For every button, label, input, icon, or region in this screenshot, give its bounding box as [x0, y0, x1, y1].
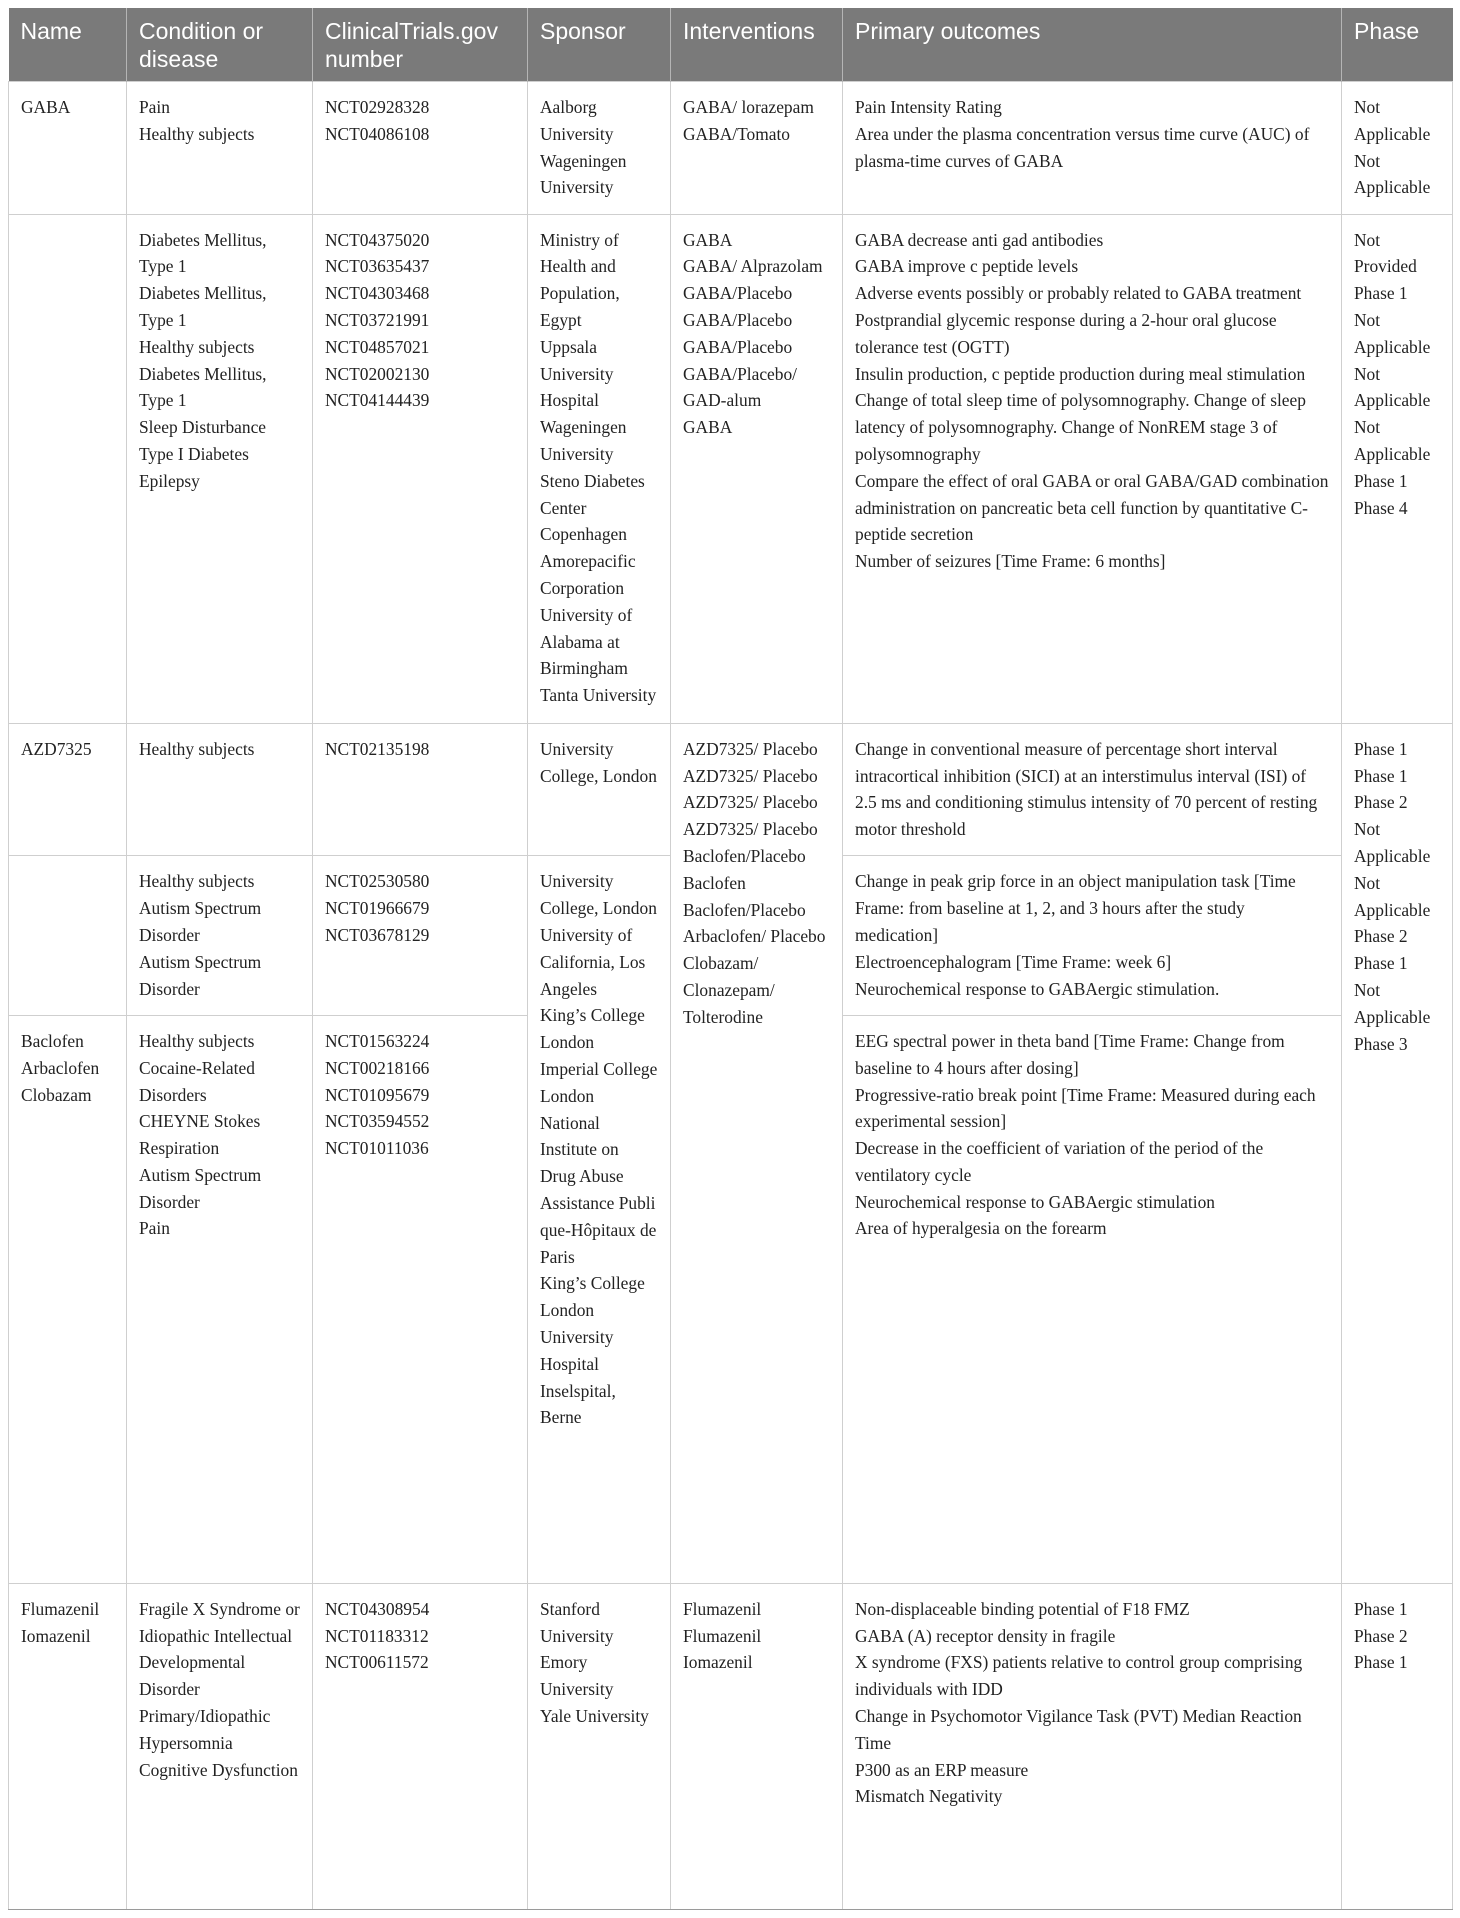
- cell-line: Postprandial glycemic response during a 2-hour oral glucose tolerance test (OGTT): [855, 310, 1277, 357]
- interventions-cell: [671, 82, 843, 215]
- cell-line: Pain: [139, 1218, 170, 1239]
- cell-line: Pain Intensity Rating: [855, 97, 1002, 117]
- cell-line: University College, London: [540, 738, 657, 786]
- sponsor-cell: [528, 856, 671, 1583]
- name-cell: [9, 214, 127, 723]
- sponsor-cell: [528, 1583, 671, 1909]
- cell-line: Healthy subjects: [139, 1030, 255, 1051]
- cell-line: Imperial College London: [540, 1058, 658, 1106]
- cell-line: Not Applicable: [1354, 97, 1431, 144]
- cell-line: Phase 1: [1354, 738, 1408, 759]
- cell-line: Phase 1: [1354, 283, 1408, 304]
- condition-cell: [127, 856, 313, 1016]
- cell-line: Arbaclofen/ Placebo: [683, 926, 826, 947]
- outcomes-cell: [843, 214, 1342, 723]
- cell-line: NCT04144439: [325, 390, 430, 411]
- cell-line: Not Applicable: [1354, 417, 1431, 465]
- cell-line: NCT01563224: [325, 1030, 430, 1051]
- cell-line: NCT03678129: [325, 924, 430, 945]
- cell-line: GABA: [683, 229, 733, 250]
- interventions-cell: [671, 1583, 843, 1909]
- cell-line: GABA/ lorazepam: [683, 97, 814, 117]
- cell-line: Not Applicable: [1354, 363, 1431, 411]
- number-cell: [313, 82, 528, 215]
- cell-line: NCT02530580: [325, 871, 430, 892]
- table-row: [9, 82, 1453, 215]
- cell-line: Change of total sleep time of polysomnography. Change of sleep latency of polysomnography. Change of NonREM stage 3 of polysomnography: [855, 390, 1306, 465]
- cell-line: University Hospital Inselspital, Berne: [540, 1326, 616, 1428]
- table-row: [9, 723, 1453, 856]
- cell-line: GABA/Placebo/ GAD-alum: [683, 363, 797, 411]
- outcomes-cell: [843, 1015, 1342, 1583]
- cell-line: Neurochemical response to GABAergic stimulation.: [855, 978, 1220, 999]
- number-cell: [313, 214, 528, 723]
- cell-line: Non-displaceable binding potential of F18 FMZ: [855, 1598, 1190, 1619]
- cell-line: Baclofen/Placebo: [683, 845, 806, 866]
- cell-line: NCT01966679: [325, 898, 430, 919]
- phase-cell: [1342, 214, 1453, 723]
- cell-line: Change in Psychomotor Vigilance Task (PVT) Median Reaction Time: [855, 1706, 1302, 1753]
- phase-cell: [1342, 723, 1453, 1583]
- name-cell: [9, 82, 127, 215]
- header-phase: Phase: [1342, 8, 1453, 82]
- cell-line: Ministry of Health and Population, Egypt: [540, 229, 620, 331]
- condition-cell: [127, 1015, 313, 1583]
- cell-line: Not Applicable: [1354, 872, 1431, 920]
- cell-line: Mismatch Negativity: [855, 1786, 1003, 1807]
- number-cell: [313, 856, 528, 1016]
- cell-line: Compare the effect of oral GABA or oral GABA/GAD combination administration on pancreatic beta cell function by quantitative C-peptide secretion: [855, 470, 1329, 545]
- cell-line: Healthy subjects: [139, 123, 255, 144]
- cell-line: GABA improve c peptide levels: [855, 256, 1079, 277]
- cell-line: Baclofen/Placebo: [683, 899, 806, 920]
- cell-line: Not Applicable: [1354, 150, 1431, 198]
- cell-line: Healthy subjects: [139, 336, 255, 357]
- cell-line: King’s College London: [540, 1005, 645, 1053]
- clinical-trials-table: [8, 8, 1453, 1910]
- sponsor-cell: [528, 723, 671, 856]
- name-cell: [9, 723, 127, 856]
- cell-line: University of Alabama at Birmingham: [540, 604, 633, 679]
- cell-line: National Institute on Drug Abuse: [540, 1112, 624, 1187]
- cell-line: GABA (A) receptor density in fragile: [855, 1625, 1116, 1646]
- cell-line: NCT04857021: [325, 336, 430, 357]
- cell-line: NCT01095679: [325, 1084, 430, 1105]
- cell-line: NCT02002130: [325, 363, 430, 384]
- cell-line: Autism Spectrum Disorder: [139, 898, 262, 945]
- cell-line: NCT01011036: [325, 1138, 429, 1159]
- cell-line: GABA: [683, 417, 733, 438]
- cell-line: Cognitive Dysfunction: [139, 1759, 298, 1780]
- cell-line: Flumazenil: [683, 1598, 762, 1619]
- cell-line: University of California, Los Angeles: [540, 924, 646, 999]
- cell-line: P300 as an ERP measure: [855, 1759, 1029, 1780]
- cell-line: Iomazenil: [683, 1652, 753, 1673]
- cell-line: Epilepsy: [139, 470, 200, 491]
- cell-line: Autism Spectrum Disorder: [139, 951, 262, 999]
- cell-line: AZD7325/ Placebo: [683, 738, 818, 759]
- cell-line: Decrease in the coefficient of variation of the period of the ventilatory cycle: [855, 1138, 1264, 1185]
- cell-line: NCT03594552: [325, 1111, 430, 1132]
- header-sponsor: Sponsor: [528, 8, 671, 82]
- cell-line: King’s College London: [540, 1273, 645, 1321]
- interventions-cell: [671, 723, 843, 1583]
- cell-line: Clobazam/ Clonazepam/ Tolterodine: [683, 953, 775, 1027]
- cell-line: NCT04086108: [325, 123, 430, 144]
- condition-cell: [127, 214, 313, 723]
- cell-line: Phase 4: [1354, 497, 1408, 518]
- cell-line: Phase 1: [1354, 470, 1408, 491]
- cell-line: Autism Spectrum Disorder: [139, 1164, 262, 1212]
- cell-line: NCT00218166: [325, 1057, 430, 1078]
- cell-line: Phase 1: [1354, 1652, 1408, 1673]
- cell-line: Adverse events possibly or probably related to GABA treatment: [855, 283, 1302, 304]
- cell-line: Emory University: [540, 1652, 614, 1700]
- cell-line: Wageningen University: [540, 150, 627, 198]
- cell-line: Uppsala University Hospital: [540, 336, 614, 411]
- cell-line: CHEYNE Stokes Respiration: [139, 1111, 261, 1159]
- cell-line: AZD7325/ Placebo: [683, 765, 818, 786]
- cell-line: GABA/ Alprazolam: [683, 256, 823, 277]
- cell-line: University College, London: [540, 871, 657, 919]
- cell-line: Pain: [139, 97, 170, 117]
- cell-line: NCT00611572: [325, 1652, 429, 1673]
- sponsor-cell: [528, 82, 671, 215]
- cell-line: Fragile X Syndrome or Idiopathic Intellectual Developmental Disorder: [139, 1598, 300, 1700]
- header-row: [9, 8, 1453, 82]
- cell-line: Type I Diabetes: [139, 444, 249, 465]
- cell-line: Number of seizures [Time Frame: 6 months]: [855, 551, 1166, 572]
- name-cell: [9, 1015, 127, 1583]
- condition-cell: [127, 723, 313, 856]
- cell-line: NCT02135198: [325, 738, 430, 759]
- cell-line: Diabetes Mellitus, Type 1: [139, 363, 267, 411]
- cell-line: Phase 2: [1354, 926, 1408, 947]
- cell-line: AZD7325: [21, 738, 92, 759]
- cell-line: Not Applicable: [1354, 310, 1431, 357]
- cell-line: GABA decrease anti gad antibodies: [855, 229, 1104, 250]
- cell-line: X syndrome (FXS) patients relative to control group comprising individuals with IDD: [855, 1652, 1303, 1700]
- condition-cell: [127, 82, 313, 215]
- name-cell: [9, 856, 127, 1016]
- cell-line: Change in conventional measure of percentage short interval intracortical inhibition (SICI) at an interstimulus interval (ISI) of 2.5 ms and conditioning stimulus intensity of 70 percent of resting motor threshold: [855, 738, 1318, 840]
- cell-line: Healthy subjects: [139, 871, 255, 892]
- cell-line: NCT01183312: [325, 1625, 429, 1646]
- cell-line: Phase 1: [1354, 1598, 1408, 1619]
- cell-line: Cocaine-Related Disorders: [139, 1057, 255, 1105]
- cell-line: Arbaclofen: [21, 1057, 100, 1078]
- table-row: [9, 1583, 1453, 1909]
- sponsor-cell: [528, 214, 671, 723]
- cell-line: Area under the plasma concentration versus time curve (AUC) of plasma-time curves of GABA: [855, 123, 1310, 171]
- cell-line: Clobazam: [21, 1084, 92, 1105]
- cell-line: NCT03721991: [325, 310, 430, 331]
- cell-line: Not Applicable: [1354, 979, 1431, 1027]
- cell-line: Yale University: [540, 1706, 649, 1727]
- cell-line: Area of hyperalgesia on the forearm: [855, 1218, 1107, 1239]
- number-cell: [313, 1583, 528, 1909]
- header-outcomes: Primary outcomes: [843, 8, 1342, 82]
- cell-line: Stanford University: [540, 1598, 614, 1646]
- cell-line: EEG spectral power in theta band [Time Frame: Change from baseline to 4 hours after dosing]: [855, 1030, 1285, 1078]
- outcomes-cell: [843, 1583, 1342, 1909]
- cell-line: Flumazenil: [683, 1625, 762, 1646]
- condition-cell: [127, 1583, 313, 1909]
- phase-cell: [1342, 1583, 1453, 1909]
- outcomes-cell: [843, 856, 1342, 1016]
- outcomes-cell: [843, 82, 1342, 215]
- cell-line: Phase 1: [1354, 953, 1408, 974]
- cell-line: Phase 2: [1354, 1625, 1408, 1646]
- cell-line: Phase 3: [1354, 1033, 1408, 1054]
- cell-line: Steno Diabetes Center Copenhagen: [540, 470, 645, 545]
- cell-line: Aalborg University: [540, 97, 614, 144]
- cell-line: Baclofen: [21, 1030, 84, 1051]
- header-condition: Condition or disease: [127, 8, 313, 82]
- cell-line: AZD7325/ Placebo: [683, 819, 818, 840]
- cell-line: NCT02928328: [325, 97, 430, 117]
- cell-line: NCT04303468: [325, 283, 430, 304]
- cell-line: Progressive-ratio break point [Time Frame: Measured during each experimental session]: [855, 1084, 1316, 1132]
- cell-line: Tanta University: [540, 685, 657, 706]
- cell-line: Primary/Idiopathic Hypersomnia: [139, 1706, 271, 1753]
- table-row: [9, 214, 1453, 723]
- cell-line: GABA/Tomato: [683, 123, 790, 144]
- cell-line: Insulin production, c peptide production during meal stimulation: [855, 363, 1306, 384]
- cell-line: Iomazenil: [21, 1625, 91, 1646]
- cell-line: GABA: [21, 97, 71, 117]
- number-cell: [313, 1015, 528, 1583]
- cell-line: Not Applicable: [1354, 819, 1431, 866]
- cell-line: NCT03635437: [325, 256, 430, 277]
- cell-line: Amorepacific Corporation: [540, 551, 636, 598]
- cell-line: Healthy subjects: [139, 738, 255, 759]
- cell-line: Phase 2: [1354, 792, 1408, 813]
- cell-line: Phase 1: [1354, 765, 1408, 786]
- phase-cell: [1342, 82, 1453, 215]
- cell-line: Change in peak grip force in an object manipulation task [Time Frame: from baseline at 1, 2, and 3 hours after the study medication]: [855, 871, 1296, 945]
- cell-line: Not Provided: [1354, 229, 1417, 277]
- cell-line: GABA/Placebo: [683, 310, 793, 331]
- outcomes-cell: [843, 723, 1342, 856]
- cell-line: GABA/Placebo: [683, 283, 793, 304]
- header-name: Name: [9, 8, 127, 82]
- cell-line: Assistance Publi que-Hôpitaux de Paris: [540, 1192, 657, 1267]
- number-cell: [313, 723, 528, 856]
- interventions-cell: [671, 214, 843, 723]
- cell-line: AZD7325/ Placebo: [683, 792, 818, 813]
- cell-line: Baclofen: [683, 872, 746, 893]
- header-interventions: Interventions: [671, 8, 843, 82]
- cell-line: Flumazenil: [21, 1598, 100, 1619]
- cell-line: Wageningen University: [540, 417, 627, 465]
- name-cell: [9, 1583, 127, 1909]
- cell-line: Diabetes Mellitus, Type 1: [139, 229, 267, 277]
- cell-line: Neurochemical response to GABAergic stimulation: [855, 1191, 1215, 1212]
- cell-line: Electroencephalogram [Time Frame: week 6]: [855, 951, 1172, 972]
- cell-line: GABA/Placebo: [683, 336, 793, 357]
- cell-line: NCT04308954: [325, 1598, 430, 1619]
- cell-line: Diabetes Mellitus, Type 1: [139, 283, 267, 331]
- cell-line: NCT04375020: [325, 229, 430, 250]
- header-number: ClinicalTrials.gov number: [313, 8, 528, 82]
- cell-line: Sleep Disturbance: [139, 417, 267, 438]
